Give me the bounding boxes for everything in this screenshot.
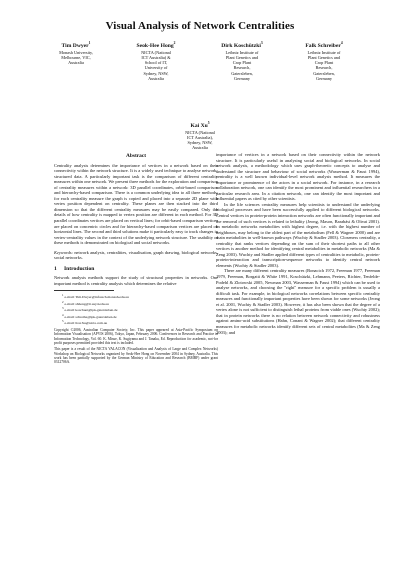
author-name: Seok-Hee Hong [136, 42, 174, 49]
author-mark: 4 [340, 41, 343, 45]
footnote: $^5$e-mail: Kai.Xu@nicta.com.au [62, 319, 108, 326]
author-4 [282, 40, 366, 81]
author-name: Tim Dwyer [61, 42, 89, 49]
footnotes [54, 293, 218, 325]
section-title: Introduction [64, 265, 95, 272]
support-note: This paper is a result of the NICTA VALACON (Visualization and Analysis of Large and Complex Networks) Workshop on Biological Networks organized by Seok-Hee Hong on November 2004 in Sydney, Australia. This work has been partially supported by the German Ministry of Education and Research (BMBF) under grant 0312706A. [54, 347, 218, 365]
affiliation-line: Research, [233, 65, 251, 71]
left-column [54, 152, 218, 365]
keywords-text: network analysis, centralities, visualisation, graph drawing, biological networks, social networks. [54, 249, 218, 261]
affiliation-line: ICT Australia) & [141, 55, 171, 61]
right-column [216, 152, 380, 335]
author-2 [114, 40, 198, 81]
author-block [0, 40, 400, 158]
author-mark: 2 [173, 41, 176, 45]
footnote: $^4$e-mail: schreibe@ipk-gatersleben.de [62, 312, 117, 320]
copyright-notice: Copyright ©2006, Australian Computer Society, Inc. This paper appeared at Asia-Pacific Symposium on Information Visualisation (APVIS 2006), Tokyo, Japan, February 2006. Conferences in Research and Practice in Information Technology, Vol. 60. K. Misue, K. Sugiyama and J. Tanaka, Ed. Reproduction for academic, not-for profit purposes permitted provided this text is included. [54, 327, 218, 345]
body-paragraph: In the life sciences centrality measures help scientists to understand the underlying biological processes and have been successfully applied to different biological networks. Central vertices in protein-protein interaction networks are often functionally important and the removal of such vertices is related to lethality (Jeong, Mason, Barabási & Oltvai 2001). In metabolic networks metabolites with highest degree, i.e. with the highest number of neighbours, may belong to the oldest part of the metabolism (Fell & Wagner 2000) and are main metabolites in well-known pathways (Wuchty & Stadler 2003). Closeness centrality, a centrality that ranks vertices depending on the sum of their shortest paths to all other vertices is another method for identifying central metabolites in metabolic networks (Ma & Zeng 2003). Wuchty and Stadler applied different types of centralities to metabolic, protein-protein-interaction and transcription-sequence networks to identify central network elements (Wuchty & Stadler 2003). [216, 201, 380, 268]
footnote: $^3$e-mail: koschuet@ipk-gatersleben.de [62, 306, 118, 313]
author-5 [158, 120, 242, 151]
affiliation-line: University of [144, 65, 168, 71]
affiliation-line: Plant Genetics and [307, 55, 341, 61]
affiliation-line: Leibniz Institute of [225, 49, 259, 55]
affiliation-line: NICTA (National [141, 49, 171, 55]
body-paragraph: There are many different centrality measures (Bonacich 1972, Freeman 1977, Freeman 1979, Freeman, Borgatti & White 1991, Koschützki, Lehmann, Peeters, Richter, Tenfelde-Podehl & Zlotowski 2005, Newman 2003, Wasserman & Faust 1994) which can be used to analyse networks, and choosing the "right" measure for a specific problem is usually a difficult task. For example, in biological networks correlations between specific centrality measures and functionally important properties have been shown for some networks (Jeong et al. 2001, Wuchty & Stadler 2003). However, it has also been shown that the degree of a vertex alone is not sufficient to distinguish lethal proteins from viable ones (Wuchty 2002); that in protein networks there is no relation between network connectivity and robustness against amino-acid substitutions (Hahn, Conant & Wagner 2002); that different centrality measures for metabolic networks identify different sets of central metabolites (Ma & Zeng 2003); and [216, 268, 380, 335]
affiliation-line: Gatersleben, [313, 70, 335, 76]
footnote-divider [54, 290, 114, 291]
affiliation-line: Germany [316, 75, 332, 81]
affiliation-line: Australia [192, 145, 208, 151]
affiliation-line: Sydney, NSW, [143, 70, 169, 76]
author-3 [200, 40, 284, 81]
abstract-text: Centrality analysis determines the importance of vertices in a network based on their connectivity within the network structure. It is a widely used technique to analyse network-structured data. A particularly important task is the comparison of different centrality measures within one network. We present three methods for the exploration and comparison of centrality measures within a network: 3D parallel coordinates, orbit-based comparison and hierarchy-based comparison. There is a common underlying idea to all three methods: for each centrality measure the graph is copied and placed into a separate 2D plane with vertex position dependent on centrality. These planes are then stacked into the third dimension so that the different centrality measures may be easily compared. Only the details of how centrality is mapped to vertex position are different in each method. For 3D parallel coordinates vertices are placed on vertical lines; for orbit-based comparison vertices are placed on concentric circles and for hierarchy-based comparison vertices are placed on horizontal lines. The second and third solutions make it particularly easy to track changes in vertex-centrality values in the context of the underlying network structure. The usability of these methods is demonstrated on biological and social networks. [54, 162, 218, 246]
keywords-label: Keywords: [54, 249, 74, 255]
author-mark: 5 [207, 121, 210, 125]
affiliation-line: Australia [148, 75, 164, 81]
affiliation-line: Germany [234, 75, 250, 81]
affiliation-line: Leibniz Institute of [307, 49, 341, 55]
abstract-heading: Abstract [125, 153, 147, 159]
keywords [54, 250, 218, 261]
affiliation-line: Crop Plant [314, 60, 334, 66]
affiliation-line: Crop Plant [232, 60, 252, 66]
author-name: Falk Schreiber [305, 42, 341, 49]
footnote: $^2$e-mail: shhong@it.usyd.edu.au [62, 299, 109, 307]
section-heading [54, 267, 218, 273]
intro-text: Network analysis methods support the study of structural properties in networks. One important method is centrality analysis which determines the relative [54, 275, 218, 286]
affiliation-line: Australia [68, 60, 84, 66]
section-number: 1 [54, 265, 57, 272]
affiliation-line: Sydney, NSW, [187, 140, 213, 146]
paper-title: Visual Analysis of Network Centralities [105, 20, 295, 32]
author-mark: 3 [260, 41, 263, 45]
affiliation-line: Plant Genetics and [225, 55, 259, 61]
author-name: Kai Xu [190, 122, 208, 129]
affiliation-line: Gatersleben, [231, 70, 253, 76]
body-paragraph: importance of vertices in a network based on their connectivity within the network structure. It is particularly useful in analysing social and biological networks. In social network analysis, a methodology which uses graph-theoretic concepts to analyse and understand the structure and behaviour of social networks (Wasserman & Faust 1994), centrality is a well known individual-level network analysis method. It measures the importance or prominence of the actors in a social network. For instance, in a research collaboration network, one can identify the most prominent and influential researchers in a particular research area. In a citation network, one can identify the most important and influential papers as cited by other scientists. [216, 152, 380, 202]
affiliation-line: School of IT, [144, 60, 168, 66]
affiliation-line: Research, [315, 65, 333, 71]
author-mark: 1 [88, 41, 91, 45]
affiliation-line: ICT Australia), [187, 135, 213, 141]
affiliation-line: Monash University, [59, 49, 93, 55]
author-1 [34, 40, 118, 65]
author-name: Dirk Koschützki [221, 42, 261, 49]
affiliation-line: NICTA (National [185, 129, 215, 135]
footnote: $^1$e-mail: Tim.Dwyer@infotech.monash.edu.au [62, 293, 129, 300]
affiliation-line: Melbourne, VIC, [61, 55, 91, 61]
